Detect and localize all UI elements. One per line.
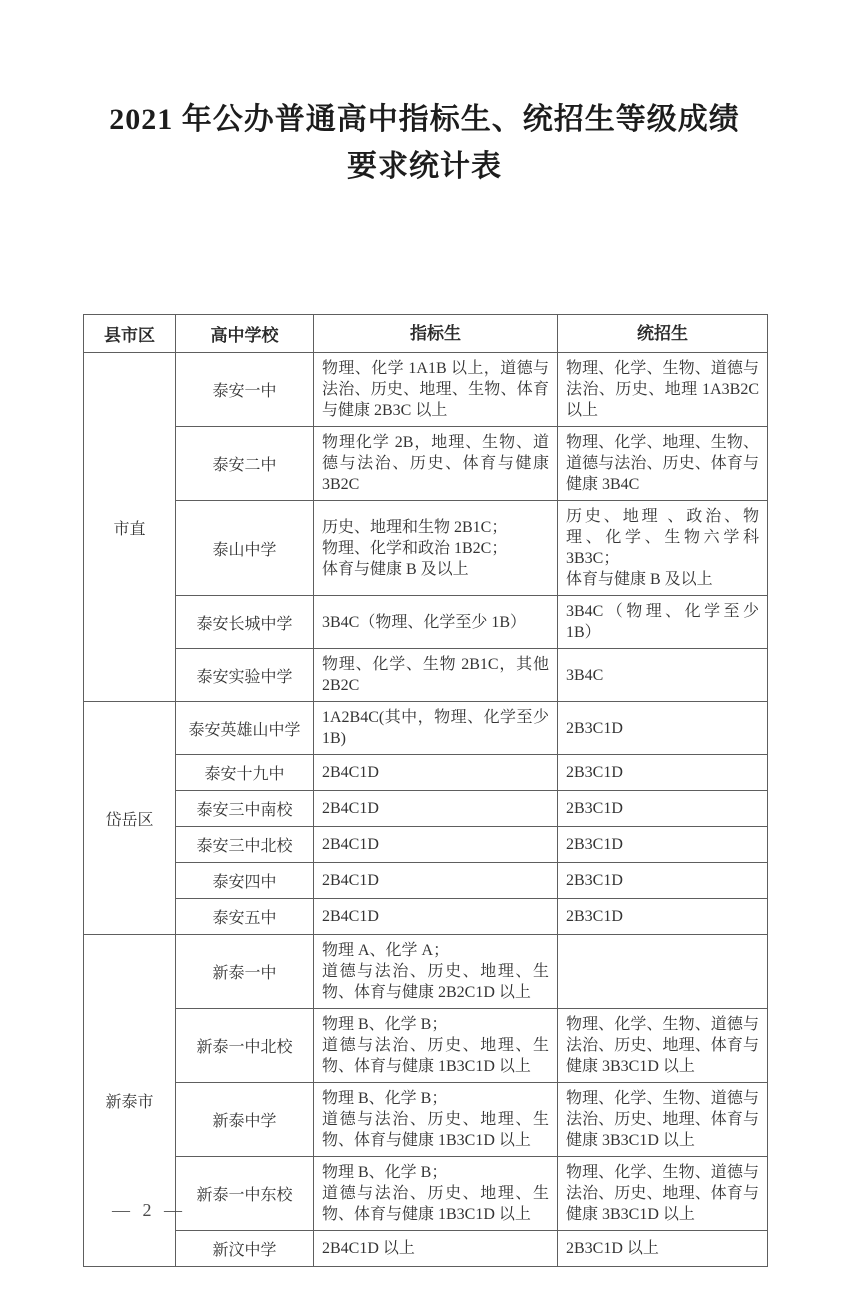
table-row bbox=[84, 596, 768, 649]
col-header-unified: 统招生 bbox=[558, 315, 768, 353]
unified-cell: 物理、化学、地理、生物、道德与法治、历史、体育与健康 3B4C bbox=[558, 427, 768, 501]
col-header-district: 县市区 bbox=[84, 315, 176, 353]
unified-cell: 物理、化学、生物、道德与法治、历史、地理 1A3B2C 以上 bbox=[558, 353, 768, 427]
unified-cell: 2B3C1D bbox=[558, 755, 768, 791]
table-row bbox=[84, 1009, 768, 1083]
quota-cell: 2B4C1D bbox=[314, 899, 558, 935]
table-row bbox=[84, 702, 768, 755]
district-cell: 岱岳区 bbox=[84, 702, 176, 935]
school-cell: 泰安四中 bbox=[176, 863, 314, 899]
school-cell: 泰安实验中学 bbox=[176, 649, 314, 702]
unified-cell: 2B3C1D bbox=[558, 702, 768, 755]
table-row bbox=[84, 1157, 768, 1231]
table-row bbox=[84, 827, 768, 863]
unified-cell: 物理、化学、生物、道德与法治、历史、地理、体育与健康 3B3C1D 以上 bbox=[558, 1009, 768, 1083]
unified-cell: 2B3C1D bbox=[558, 827, 768, 863]
table-row bbox=[84, 791, 768, 827]
table-row bbox=[84, 1231, 768, 1267]
district-cell: 市直 bbox=[84, 353, 176, 702]
unified-cell: 3B4C（物理、化学至少 1B） bbox=[558, 596, 768, 649]
unified-cell: 2B3C1D 以上 bbox=[558, 1231, 768, 1267]
quota-cell: 2B4C1D bbox=[314, 791, 558, 827]
quota-cell: 2B4C1D bbox=[314, 755, 558, 791]
school-cell: 新泰中学 bbox=[176, 1083, 314, 1157]
quota-cell: 历史、地理和生物 2B1C； 物理、化学和政治 1B2C； 体育与健康 B 及以上 bbox=[314, 501, 558, 596]
school-cell: 泰安英雄山中学 bbox=[176, 702, 314, 755]
quota-cell: 物理 B、化学 B； 道德与法治、历史、地理、生物、体育与健康 1B3C1D 以上 bbox=[314, 1009, 558, 1083]
table-row bbox=[84, 935, 768, 1009]
quota-cell: 物理 B、化学 B； 道德与法治、历史、地理、生物、体育与健康 1B3C1D 以上 bbox=[314, 1083, 558, 1157]
quota-cell: 2B4C1D bbox=[314, 827, 558, 863]
quota-cell: 物理、化学 1A1B 以上，道德与法治、历史、地理、生物、体育与健康 2B3C 以上 bbox=[314, 353, 558, 427]
col-header-school: 高中学校 bbox=[176, 315, 314, 353]
document-title: 2021 年公办普通高中指标生、统招生等级成绩 要求统计表 bbox=[109, 103, 740, 183]
unified-cell: 2B3C1D bbox=[558, 863, 768, 899]
unified-cell: 物理、化学、生物、道德与法治、历史、地理、体育与健康 3B3C1D 以上 bbox=[558, 1083, 768, 1157]
page-number: — 2 — bbox=[112, 1200, 186, 1220]
school-cell: 泰安长城中学 bbox=[176, 596, 314, 649]
unified-cell: 2B3C1D bbox=[558, 791, 768, 827]
quota-cell: 2B4C1D bbox=[314, 863, 558, 899]
table-row bbox=[84, 755, 768, 791]
school-cell: 新泰一中 bbox=[176, 935, 314, 1009]
school-cell: 泰山中学 bbox=[176, 501, 314, 596]
quota-cell: 3B4C（物理、化学至少 1B） bbox=[314, 596, 558, 649]
district-cell: 新泰市 bbox=[84, 935, 176, 1267]
quota-cell: 物理 B、化学 B； 道德与法治、历史、地理、生物、体育与健康 1B3C1D 以上 bbox=[314, 1157, 558, 1231]
quota-cell: 物理、化学、生物 2B1C，其他 2B2C bbox=[314, 649, 558, 702]
school-cell: 泰安二中 bbox=[176, 427, 314, 501]
school-cell: 泰安五中 bbox=[176, 899, 314, 935]
school-cell: 泰安三中南校 bbox=[176, 791, 314, 827]
school-cell: 泰安一中 bbox=[176, 353, 314, 427]
quota-cell: 2B4C1D 以上 bbox=[314, 1231, 558, 1267]
school-cell: 新汶中学 bbox=[176, 1231, 314, 1267]
unified-cell: 物理、化学、生物、道德与法治、历史、地理、体育与健康 3B3C1D 以上 bbox=[558, 1157, 768, 1231]
school-cell: 新泰一中北校 bbox=[176, 1009, 314, 1083]
school-cell: 泰安十九中 bbox=[176, 755, 314, 791]
quota-cell: 1A2B4C(其中，物理、化学至少 1B) bbox=[314, 702, 558, 755]
quota-cell: 物理 A、化学 A； 道德与法治、历史、地理、生物、体育与健康 2B2C1D 以上 bbox=[314, 935, 558, 1009]
table-row bbox=[84, 1083, 768, 1157]
table-row bbox=[84, 501, 768, 596]
table-row bbox=[84, 649, 768, 702]
table-row bbox=[84, 427, 768, 501]
table-row bbox=[84, 863, 768, 899]
table-row bbox=[84, 353, 768, 427]
grades-table bbox=[83, 314, 768, 1267]
col-header-quota: 指标生 bbox=[314, 315, 558, 353]
header-row bbox=[84, 315, 768, 353]
table-row bbox=[84, 899, 768, 935]
unified-cell: 2B3C1D bbox=[558, 899, 768, 935]
unified-cell: 3B4C bbox=[558, 649, 768, 702]
unified-cell bbox=[558, 935, 768, 1009]
school-cell: 新泰一中东校 bbox=[176, 1157, 314, 1231]
unified-cell: 历史、地理 、政治、物理、化学、生物六学科 3B3C； 体育与健康 B 及以上 bbox=[558, 501, 768, 596]
school-cell: 泰安三中北校 bbox=[176, 827, 314, 863]
quota-cell: 物理化学 2B，地理、生物、道德与法治、历史、体育与健康 3B2C bbox=[314, 427, 558, 501]
